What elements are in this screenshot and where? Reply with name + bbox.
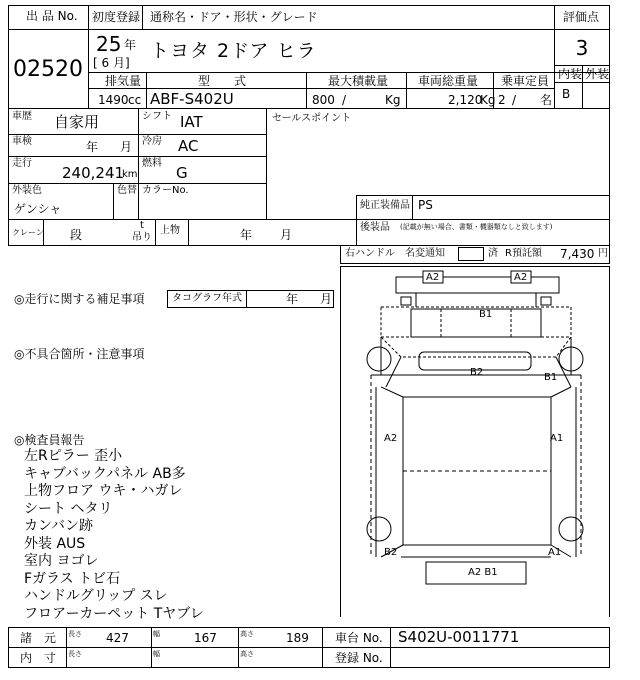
damage-mark: A1 — [550, 433, 564, 444]
equipment-value: PS — [418, 198, 433, 212]
displacement-value: 1490 — [98, 93, 129, 107]
capacity-slash: / — [512, 93, 517, 107]
color-change-label: 色替 — [117, 185, 137, 196]
capacity-unit: 名 — [540, 93, 553, 107]
damage-mark: A2 — [514, 272, 528, 283]
mileage-value: 240,241 — [62, 164, 125, 182]
color-code-label: カラーNo. — [142, 185, 189, 196]
report-line: シート ヘタリ — [24, 500, 113, 517]
damage-mark: A2 — [426, 272, 440, 283]
damage-mark: B2 — [470, 367, 484, 378]
aftermarket-note: (記載が無い場合、書類・機器類なしと致します) — [400, 223, 553, 231]
right-hand-drive: 右ハンドル — [345, 248, 395, 259]
first-reg-month: [ 6 月] — [93, 56, 130, 70]
report-line: カンバン跡 — [24, 518, 94, 534]
height-label: 高さ — [240, 630, 254, 638]
damage-mark: A2 B1 — [468, 567, 498, 578]
interior-dims-label: 内 寸 — [20, 651, 57, 665]
dims-label: 諸 元 — [20, 631, 57, 645]
sales-point-label: セールスポイント — [272, 113, 352, 124]
model-value: ABF-S402U — [150, 90, 234, 108]
name-change-label: 名変通知 — [405, 248, 445, 259]
damage-mark: A2 — [384, 433, 398, 444]
height-value: 189 — [286, 631, 309, 645]
loading-month-unit: 月 — [280, 228, 293, 242]
tachograph-month-unit: 月 — [320, 292, 333, 306]
damage-mark: B1 — [544, 372, 558, 383]
exterior-grade-label: 外装 — [585, 67, 610, 81]
report-line: 上物フロア ウキ・ハガレ — [24, 483, 183, 499]
length-label: 長さ — [68, 630, 82, 638]
aftermarket-label: 後装品 — [360, 222, 390, 233]
capacity-label: 乗車定員 — [501, 74, 550, 88]
max-load-label: 最大積載量 — [328, 74, 389, 88]
crane-label: クレーン — [12, 228, 44, 237]
grade-label: 評価点 — [563, 10, 600, 24]
truck-damage-diagram — [341, 267, 609, 617]
loading-year-unit: 年 — [240, 228, 253, 242]
tachograph-label: タコグラフ年式 — [172, 293, 242, 304]
history-value: 自家用 — [54, 113, 100, 131]
loading-label: 上物 — [160, 225, 180, 236]
inspection-label: 車検 — [12, 136, 32, 147]
damage-mark: A1 — [548, 547, 562, 558]
max-load-unit: Kg — [385, 93, 401, 107]
inspector-report-list — [24, 448, 204, 623]
max-load-value: 800 — [312, 93, 335, 107]
mileage-label: 走行 — [12, 158, 32, 169]
overall-grade: 3 — [575, 35, 589, 60]
gross-weight-unit: Kg — [480, 93, 496, 107]
crane-t-unit: t — [140, 220, 144, 231]
mileage-unit: km — [122, 169, 138, 180]
equipment-label: 純正装備品 — [360, 200, 410, 211]
capacity-value: 2 — [498, 93, 506, 107]
interior-grade-label: 内装 — [558, 67, 583, 81]
max-load-slash: / — [342, 93, 347, 107]
fuel-label: 燃料 — [142, 158, 162, 169]
shift-value: IAT — [180, 113, 203, 131]
ac-label: 冷房 — [142, 136, 162, 147]
report-line: 室内 ヨゴレ — [24, 553, 99, 569]
lot-label: 出 品 No. — [26, 9, 78, 23]
report-line: 左Rピラー 歪小 — [24, 448, 123, 464]
lot-number: 02520 — [13, 56, 83, 82]
ext-color-label: 外装色 — [12, 185, 42, 196]
inspector-report-title: ◎検査員報告 — [14, 433, 85, 447]
damage-mark: B1 — [479, 309, 493, 320]
defects-title: ◎不具合箇所・注意事項 — [14, 347, 145, 361]
inspection-year-unit: 年 — [86, 140, 99, 154]
width-value: 167 — [194, 631, 217, 645]
fuel-value: G — [176, 164, 188, 182]
report-line: 外装 AUS — [24, 535, 86, 552]
registration-label: 登録 No. — [335, 651, 383, 665]
damage-mark: B2 — [384, 547, 398, 558]
displacement-unit: cc — [128, 93, 142, 107]
recycle-yen: 円 — [598, 248, 608, 259]
report-line: フロアーカーペット Tヤブレ — [24, 605, 204, 622]
ext-color-value: ゲンシャ — [14, 202, 62, 216]
first-reg-year-unit: 年 — [124, 38, 137, 52]
name-change-box — [458, 247, 484, 261]
first-reg-year: 25 — [96, 32, 122, 56]
crane-lift-unit: 吊り — [132, 232, 152, 243]
car-name-label: 通称名・ドア・形状・グレード — [150, 10, 318, 24]
history-label: 車歴 — [12, 111, 32, 122]
crane-stage-unit: 段 — [70, 228, 83, 242]
gross-weight-value: 2,120 — [448, 93, 483, 107]
inspection-month-unit: 月 — [120, 140, 133, 154]
shift-label: シフト — [142, 111, 172, 122]
model-label: 型 式 — [198, 74, 247, 88]
recycle-mark: 済 — [488, 248, 498, 259]
interior-height-label: 高さ — [240, 650, 254, 658]
interior-grade: B — [562, 87, 571, 101]
interior-length-label: 長さ — [68, 650, 82, 658]
recycle-amount: 7,430 — [560, 247, 595, 261]
length-value: 427 — [106, 631, 129, 645]
gross-weight-label: 車両総重量 — [418, 74, 479, 88]
chassis-label: 車台 No. — [335, 631, 383, 645]
tachograph-year-unit: 年 — [286, 292, 299, 306]
chassis-number: S402U-0011771 — [398, 628, 520, 646]
report-line: キャブバックパネル AB多 — [24, 465, 186, 482]
report-line: Fガラス トビ石 — [24, 570, 121, 587]
supplement-title: ◎走行に関する補足事項 — [14, 292, 145, 306]
displacement-label: 排気量 — [105, 74, 142, 88]
report-line: ハンドルグリップ スレ — [24, 588, 168, 604]
interior-width-label: 幅 — [153, 650, 160, 658]
width-label: 幅 — [153, 630, 160, 638]
car-name: トヨタ 2ドア ヒラ — [150, 40, 317, 62]
recycle-label: R預託額 — [505, 248, 542, 259]
first-reg-label: 初度登録 — [92, 10, 141, 24]
ac-value: AC — [178, 137, 199, 155]
